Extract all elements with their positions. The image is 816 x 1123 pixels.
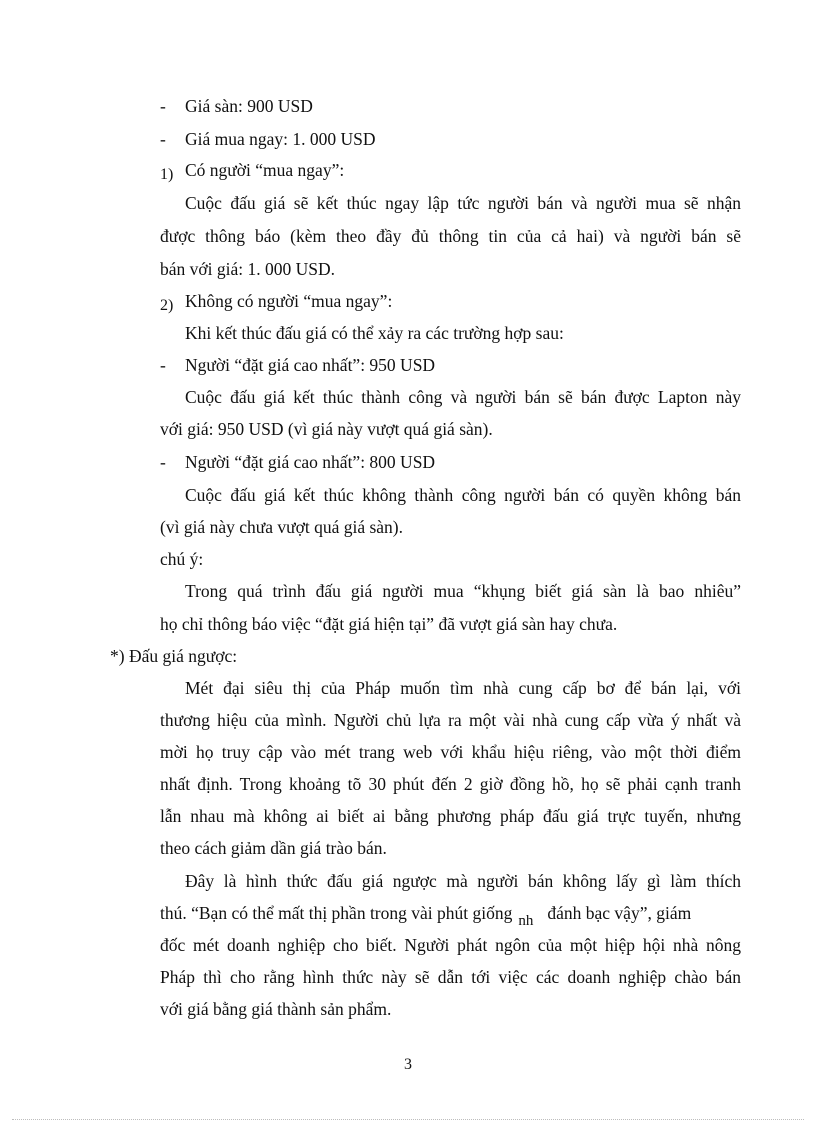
reverse-p2-line: với giá bằng giá thành sản phẩm. [160, 999, 392, 1019]
case2-bullet2-text: Cuộc đấu giá kết thúc không thành công người bán có quyền không bán [185, 485, 741, 505]
case2-bullet1-text: với giá: 950 USD (vì giá này vượt quá giá sàn). [160, 419, 493, 439]
note-text-line: họ chỉ thông báo việc “đặt giá hiện tại” đã vượt giá sàn hay chưa. [160, 614, 618, 634]
case1-text-line: bán với giá: 1. 000 USD. [160, 259, 336, 279]
note-text-line: Trong quá trình đấu giá người mua “khụng biết giá sàn là bao nhiêu” [185, 581, 741, 601]
reverse-p2-line-part: thú. “Bạn có thể mất thị phần trong vài phút giống [160, 903, 513, 923]
reverse-auction-heading: *) Đấu giá ngược: [110, 646, 238, 666]
reverse-p2-line-part: đánh bạc vậy”, giám [547, 903, 692, 923]
case2-number: 2) [160, 297, 174, 314]
case1-text-line: được thông báo (kèm theo đầy đủ thông tin của cả hai) và người bán sẽ [160, 226, 741, 246]
reverse-p1-line: lẫn nhau mà không ai biết ai bằng phương pháp đấu giá trực tuyến, nhưng [160, 806, 741, 826]
case1-heading: Có người “mua ngay”: [185, 160, 345, 180]
stray-text-nh: nh [518, 913, 534, 929]
buy-now-price-item: Giá mua ngay: 1. 000 USD [185, 129, 376, 149]
case2-intro: Khi kết thúc đấu giá có thể xảy ra các trường hợp sau: [185, 323, 564, 343]
bullet-dash: - [160, 452, 166, 472]
case2-heading: Không có người “mua ngay”: [185, 291, 393, 311]
page-number: 3 [404, 1056, 412, 1073]
reverse-p1-line: thương hiệu của mình. Người chủ lựa ra một vài nhà cung cấp vừa ý nhất và [160, 710, 741, 730]
case2-bullet1: Người “đặt giá cao nhất”: 950 USD [185, 355, 436, 375]
reverse-p1-line: Mét đại siêu thị của Pháp muốn tìm nhà cung cấp bơ để bán lại, với [185, 678, 741, 698]
page-bottom-divider [12, 1119, 804, 1120]
reverse-p2-line: đốc mét doanh nghiệp cho biết. Người phát ngôn của một hiệp hội nhà nông [160, 935, 741, 955]
case1-text-line: Cuộc đấu giá sẽ kết thúc ngay lập tức người bán và người mua sẽ nhận [185, 193, 741, 213]
reverse-p2-line [160, 902, 692, 929]
reverse-p2-line: Pháp thì cho rằng hình thức này sẽ dẫn tới việc các doanh nghiệp chào bán [160, 967, 741, 987]
bullet-dash: - [160, 129, 166, 149]
case2-bullet2-text: (vì giá này chưa vượt quá giá sàn). [160, 517, 404, 537]
note-label: chú ý: [160, 549, 204, 569]
case2-bullet2: Người “đặt giá cao nhất”: 800 USD [185, 452, 436, 472]
bullet-dash: - [160, 96, 166, 116]
bullet-dash: - [160, 355, 166, 375]
case1-number: 1) [160, 166, 174, 183]
case2-bullet1-text: Cuộc đấu giá kết thúc thành công và người bán sẽ bán được Lapton này [185, 387, 741, 407]
floor-price-item: Giá sàn: 900 USD [185, 96, 313, 116]
reverse-p1-line: theo cách giảm dần giá trào bán. [160, 838, 387, 858]
reverse-p1-line: nhất định. Trong khoảng tõ 30 phút đến 2 giờ đồng hồ, họ sẽ phải cạnh tranh [160, 774, 741, 794]
reverse-p2-line: Đây là hình thức đấu giá ngược mà người bán không lấy gì làm thích [185, 871, 741, 891]
reverse-p1-line: mời họ truy cập vào mét trang web với khẩu hiệu riêng, vào một thời điểm [160, 742, 741, 762]
